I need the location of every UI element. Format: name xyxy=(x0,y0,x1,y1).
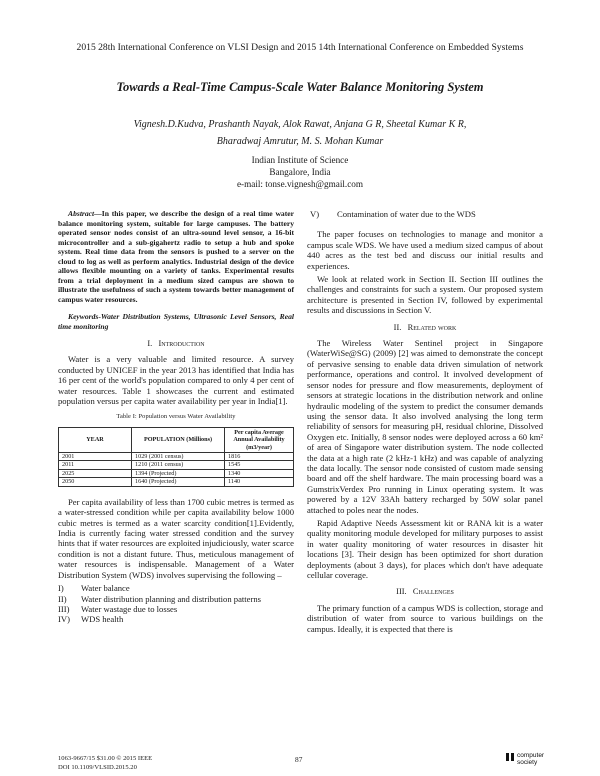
table-header-row xyxy=(59,427,294,452)
authors-line-2: Bharadwaj Amrutur, M. S. Mohan Kumar xyxy=(216,136,384,147)
list-number: V) xyxy=(310,209,320,219)
section-heading-related-work xyxy=(307,323,543,333)
table-cell: 1545 xyxy=(225,461,294,470)
right-column xyxy=(307,209,543,637)
intro-paragraph-1: Water is a very valuable and limited resource. A survey conducted by UNICEF in the year 2013 has identified that India has 16 per cent of the world's population compared to only 4 per cent of water resources. Table 1 showcases the current and estimated population versus per capita water availability per year in India[1]. xyxy=(58,354,294,407)
logo-mark-icon xyxy=(506,753,516,761)
list-text: WDS health xyxy=(81,614,124,625)
related-work-paragraph-1: The Wireless Water Sentinel project in Singapore (WaterWiSe@SG) (2009) [2] was aimed to demonstrate the concept of pervasive sensing to enable data driven simulation of network performance, operations and control. It involved development of sensor nodes for pressure and flow measurements, deployment of sensors at strategic locations in the distribution network and online hydraulic modeling of the system to predict the consumer demands using the sensor data. It also involved analysing the long term reliability of sensors for measuring pH, residual chlorine, Dissolved Oxygen etc. Initially, 8 sensor nodes were deployed across a 60 km² of area of Singapore water distribution system. The node collected the data at a high rate (2 kHz-1 kHz) and was capable of analyzing the data locally. The sensor node consisted of custom made sensing board and off the shelf hardware. The main processing board was a GumstrixVerdex Pro running in Linux operating system. It was powered by a 12V 33Ah battery recharged by 50W solar panel attached to poles near the nodes. xyxy=(307,338,543,515)
table-row xyxy=(59,461,294,470)
right-paragraph-2: We look at related work in Section II. Section III outlines the challenges and constraints for such a system. Our proposed system architecture is presented in Section IV, followed by experimental results and discussions in Section V. xyxy=(307,274,543,316)
list-item xyxy=(307,209,543,219)
conference-header: 2015 28th International Conference on VLSI Design and 2015 14th International Conference on Embedded Systems xyxy=(76,42,524,53)
table-cell: 1340 xyxy=(225,469,294,478)
section-title: Introduction xyxy=(158,339,205,348)
related-work-paragraph-2: Rapid Adaptive Needs Assessment kit or RANA kit is a water quality monitoring module developed for military purposes to assist in water quality monitoring of water resources in disaster hit locations [3]. Their design has been optimized for short duration deployments (about 3 days), for places which don't have adequate cellular coverage. xyxy=(307,517,543,580)
section-title: Challenges xyxy=(412,587,454,597)
list-text: Water distribution planning and distribution patterns xyxy=(81,593,261,604)
list-number: II) xyxy=(58,593,67,604)
table-cell: 1140 xyxy=(225,478,294,487)
list-text: Water balance xyxy=(81,583,130,594)
table-cell: 1640 (Projected) xyxy=(132,478,225,487)
logo-text-computer: computer xyxy=(517,752,545,759)
list-text: Contamination of water due to the WDS xyxy=(337,209,476,219)
table-cell: 1394 (Projected) xyxy=(132,469,225,478)
table-cell: 1816 xyxy=(225,452,294,461)
table-cell: 1029 (2001 census) xyxy=(132,452,225,461)
table-cell: 2001 xyxy=(59,452,132,461)
right-paragraph-1: The paper focuses on technologies to manage and monitor a campus scale WDS. We have used a medium sized campus of about 440 acres as the test bed and discuss our initial results and experiences. xyxy=(307,229,543,271)
list-item xyxy=(58,614,294,624)
wds-list xyxy=(58,583,294,625)
authors-line-1: Vignesh.D.Kudva, Prashanth Nayak, Alok Rawat, Anjana G R, Sheetal Kumar K R, xyxy=(133,119,467,130)
table-row xyxy=(59,452,294,461)
table-header-cell: POPULATION (Millions) xyxy=(132,427,225,452)
section-heading-introduction xyxy=(58,339,294,349)
paper-title: Towards a Real-Time Campus-Scale Water Balance Monitoring System xyxy=(116,80,484,94)
section-title: Related work xyxy=(407,322,457,332)
challenges-paragraph-1: The primary function of a campus WDS is collection, storage and distribution of water from source to various buildings on the campus. Ideally, it is expected that there is xyxy=(307,602,543,634)
table-caption: Table I: Population versus Water Availability xyxy=(116,413,236,421)
table-cell: 2050 xyxy=(59,478,132,487)
list-item xyxy=(58,604,294,614)
list-item xyxy=(58,594,294,604)
page-number: 87 xyxy=(295,755,303,764)
footer-issn: 1063-9667/15 $31.00 © 2015 IEEE xyxy=(58,755,153,762)
affiliation-institute: Indian Institute of Science xyxy=(251,155,349,165)
list-text: Water wastage due to losses xyxy=(81,603,178,614)
table-cell: 2025 xyxy=(59,469,132,478)
keywords: Keywords-Water Distribution Systems, Ultrasonic Level Sensors, Real time monitoring xyxy=(58,312,294,331)
list-number: III) xyxy=(58,603,70,614)
table-row xyxy=(59,478,294,487)
logo-text-society: society xyxy=(517,759,538,766)
abstract-text: —In this paper, we describe the design of a real time water balance monitoring system, suitable for large campuses. The battery operated sensor nodes consist of an ultra-sound level sensor, a 16-bit microcontroller and a sub-gigahertz radio to setup a hub and spoke system. Real time data from the sensors is pushed to a server on the cloud to log as well as perform analytics. Industrial design of the device allows flexible mounting on a variety of tanks. Experimental results from a trial deployment in a medium sized campus are shown to illustrate the usefulness of such a system towards better management of campus water resources. xyxy=(58,209,294,304)
table-cell: 2011 xyxy=(59,461,132,470)
intro-paragraph-2: Per capita availability of less than 1700 cubic metres is termed as a water-stressed condition while per capita availability below 1000 cubic metres is termed as a water scarcity condition[1].Evidently, India is currently facing water stressed condition and the survey hints that if water resources are exploited injudiciously, water scarce condition is not a distant future. Thus, meticulous management of water resources is indispensable. Management of a Water Distribution System (WDS) involves supervising the following – xyxy=(58,496,294,580)
abstract xyxy=(58,209,294,304)
affiliation-city: Bangalore, India xyxy=(269,167,331,177)
list-number: I) xyxy=(58,583,64,594)
table-row xyxy=(59,469,294,478)
section-number: I. xyxy=(147,339,153,348)
left-column xyxy=(58,209,294,625)
footer-doi: DOI 10.1109/VLSID.2015.20 xyxy=(58,763,137,771)
footer-copyright xyxy=(58,755,152,772)
computer-society-logo xyxy=(506,751,550,773)
table-header-cell: Per capita Average Annual Availability (m3/year) xyxy=(225,427,294,452)
section-heading-challenges xyxy=(307,587,543,597)
affiliation-email: e-mail: tonse.vignesh@gmail.com xyxy=(236,179,364,189)
section-number: II. xyxy=(393,322,402,332)
list-item xyxy=(58,583,294,593)
abstract-label: Abstract xyxy=(68,209,95,218)
section-number: III. xyxy=(396,587,407,597)
list-number: IV) xyxy=(58,614,70,625)
population-table xyxy=(58,427,294,487)
table-header-cell: YEAR xyxy=(59,427,132,452)
table-cell: 1210 (2011 census) xyxy=(132,461,225,470)
